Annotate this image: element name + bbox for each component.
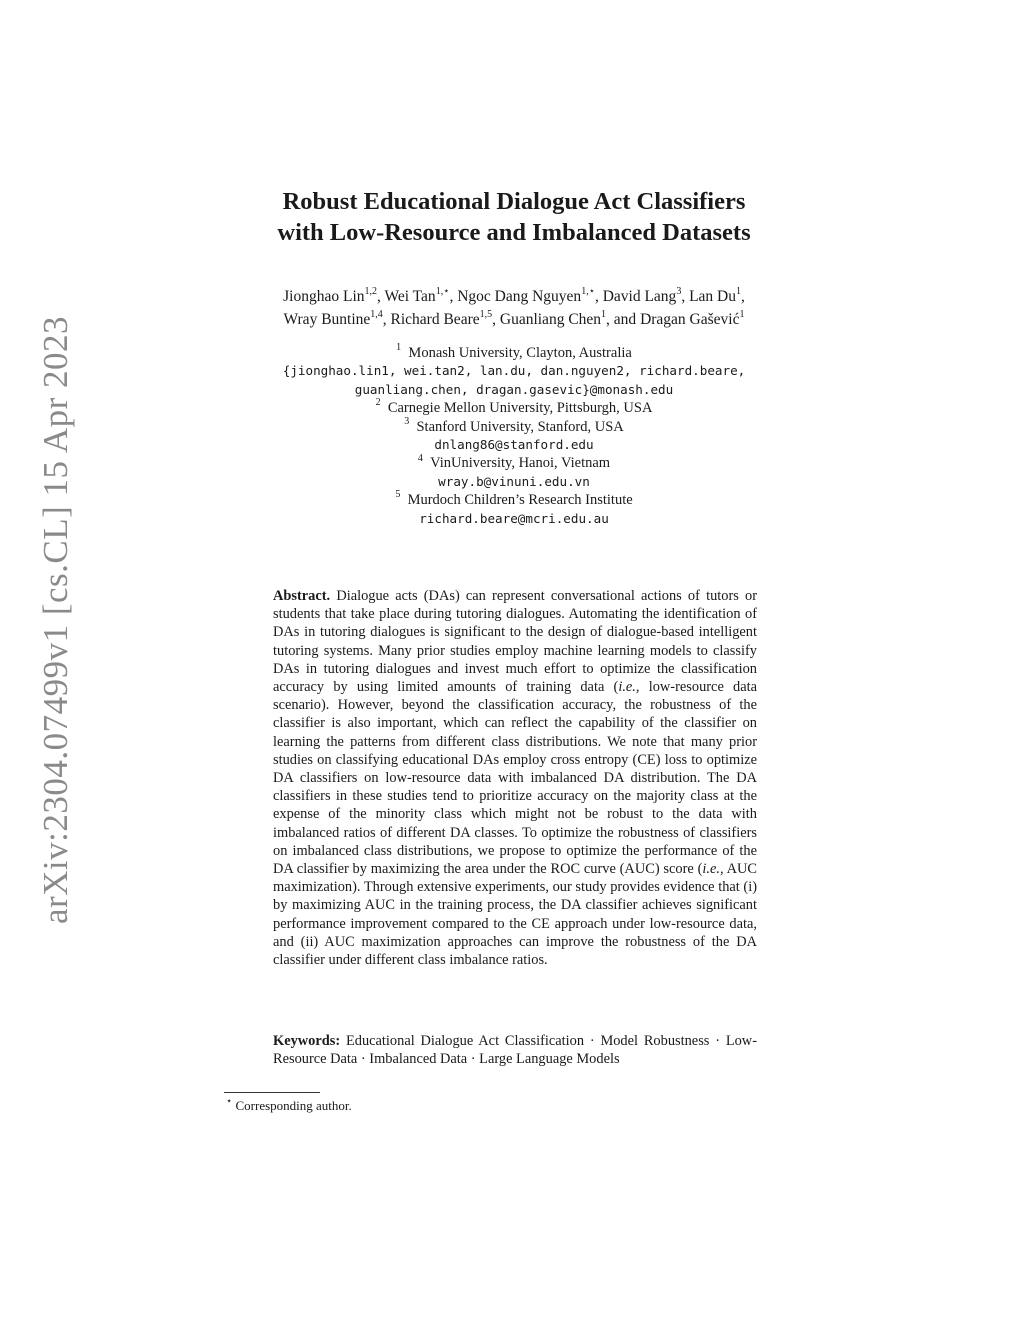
author-name: Wray Buntine bbox=[283, 311, 371, 328]
author-sep: , bbox=[449, 288, 458, 305]
keywords-text: Educational Dialogue Act Classification · Model Robustness · Low-Resource Data · Imbalanced Data · Large Language Models bbox=[273, 1033, 757, 1068]
affiliation-1-emails-line-1: {jionghao.lin1, wei.tan2, lan.du, dan.nguyen2, richard.beare, bbox=[282, 363, 746, 379]
affil-number: 4 bbox=[417, 452, 423, 464]
affiliation-5-email: richard.beare@mcri.edu.au bbox=[419, 510, 609, 526]
affiliation-5 bbox=[200, 491, 828, 509]
footnote bbox=[226, 1095, 352, 1114]
abstract-label: Abstract. bbox=[273, 588, 331, 604]
keywords-label: Keywords: bbox=[273, 1033, 341, 1049]
footnote-text: Corresponding author. bbox=[232, 1098, 352, 1113]
footnote-mark: ⋆ bbox=[226, 1095, 233, 1107]
author-affil-mark: 1,5 bbox=[479, 308, 493, 320]
title-line-2: with Low-Resource and Imbalanced Datasets bbox=[277, 219, 751, 246]
author-sep: , bbox=[681, 288, 690, 305]
affil-number: 5 bbox=[395, 489, 401, 501]
author-name: Guanliang Chen bbox=[499, 311, 602, 328]
arxiv-stamp: arXiv:2304.07499v1 [cs.CL] 15 Apr 2023 bbox=[36, 315, 75, 925]
author-affil-mark: 1 bbox=[601, 308, 607, 320]
author-sep: , bbox=[382, 311, 391, 328]
author-list bbox=[200, 285, 828, 331]
paper-title bbox=[180, 186, 848, 248]
affiliation-1 bbox=[200, 344, 828, 362]
abstract-ie-1: i.e., bbox=[618, 679, 640, 696]
affiliation-4 bbox=[200, 454, 828, 472]
affiliation-3 bbox=[200, 415, 828, 436]
affiliations bbox=[200, 344, 828, 528]
author-name: Dragan Gašević bbox=[640, 311, 740, 328]
author-affil-mark: 1,4 bbox=[370, 308, 383, 320]
affil-name: VinUniversity, Hanoi, Vietnam bbox=[430, 455, 611, 472]
author-affil-mark: 1 bbox=[739, 308, 745, 320]
author-sep: , bbox=[740, 288, 745, 305]
affiliation-3-email: dnlang86@stanford.edu bbox=[434, 437, 594, 453]
title-line-1: Robust Educational Dialogue Act Classifiers bbox=[282, 188, 746, 215]
author-line-1 bbox=[200, 285, 828, 308]
affil-number: 2 bbox=[375, 397, 381, 409]
author-name: Wei Tan bbox=[384, 288, 436, 305]
author-affil-mark: 1,⋆ bbox=[435, 285, 450, 297]
author-name: Ngoc Dang Nguyen bbox=[457, 288, 582, 305]
affil-name: Carnegie Mellon University, Pittsburgh, USA bbox=[387, 400, 653, 417]
affil-name: Monash University, Clayton, Australia bbox=[408, 345, 632, 361]
author-sep: , bbox=[492, 311, 500, 328]
affil-number: 3 bbox=[404, 415, 410, 427]
keywords bbox=[273, 1032, 757, 1069]
author-sep: , bbox=[594, 288, 603, 305]
affiliation-2 bbox=[200, 399, 828, 417]
affil-name: Stanford University, Stanford, USA bbox=[416, 418, 624, 435]
affiliation-4-email: wray.b@vinuni.edu.vn bbox=[438, 473, 590, 489]
author-affil-mark: 1,⋆ bbox=[581, 285, 595, 297]
author-sep: , and bbox=[606, 311, 641, 328]
author-affil-mark: 1 bbox=[735, 285, 741, 297]
abstract-text-3: AUC maximization). Through extensive experiments, our study provides evidence that (i) by maximizing AUC in the training process, the DA classifier achieves significant performance improvement compared to the CE approach under low-resource data, and (ii) AUC maximization approaches can improve the robustness of the DA classifier under different class imbalance ratios. bbox=[273, 861, 757, 969]
affil-number: 1 bbox=[396, 342, 402, 354]
author-affil-mark: 3 bbox=[676, 285, 682, 297]
author-line-2 bbox=[200, 308, 828, 331]
abstract-ie-2: i.e., bbox=[702, 861, 724, 878]
author-name: Lan Du bbox=[689, 288, 736, 305]
footnote-rule bbox=[224, 1092, 320, 1093]
author-name: Jionghao Lin bbox=[283, 288, 365, 305]
author-name: Richard Beare bbox=[390, 311, 480, 328]
author-sep: , bbox=[377, 288, 385, 305]
affiliation-1-emails-line-2: guanliang.chen, dragan.gasevic}@monash.edu bbox=[354, 381, 674, 397]
author-name: David Lang bbox=[602, 288, 677, 305]
abstract bbox=[273, 587, 757, 969]
abstract-text-1: Dialogue acts (DAs) can represent conversational actions of tutors or students that take place during tutoring dialogues. Automating the identification of DAs in tutoring dialogues is significant to the design of dialogue-based intelligent tutoring systems. Many prior studies employ machine learning models to classify DAs in tutoring dialogues and invest much effort to optimize the classification accuracy by using limited amounts of training data ( bbox=[273, 588, 757, 696]
affil-name: Murdoch Children’s Research Institute bbox=[407, 492, 633, 509]
abstract-text-2: low-resource data scenario). However, beyond the classification accuracy, the robustness of the classifier is also important, which can reflect the capability of the classifier on learning the patterns from different class distributions. We note that many prior studies on classifying educational DAs employ cross entropy (CE) loss to optimize DA classifiers on low-resource data with imbalanced DA distribution. The DA classifiers in these studies tend to prioritize accuracy on the majority class at the expense of the minority class which might not be robust to the data with imbalanced ratios of different DA classes. To optimize the robustness of classifiers on imbalanced class distributions, we propose to optimize the performance of the DA classifier by maximizing the area under the ROC curve (AUC) score ( bbox=[273, 679, 757, 878]
author-affil-mark: 1,2 bbox=[364, 285, 378, 297]
